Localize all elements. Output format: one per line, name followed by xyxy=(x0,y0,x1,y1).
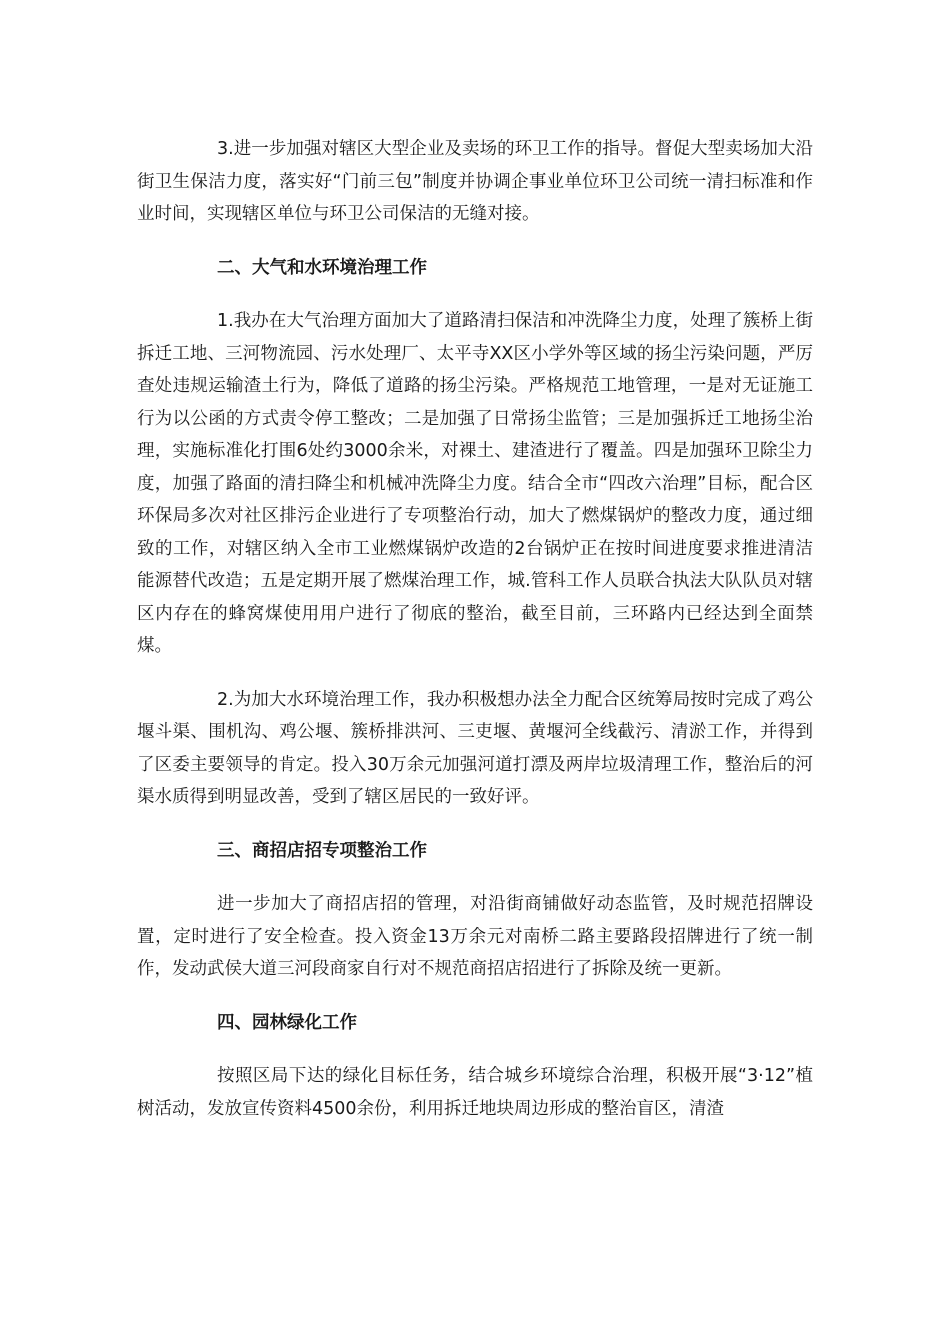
paragraph-air-governance: 1.我办在大气治理方面加大了道路清扫保洁和冲洗降尘力度，处理了簇桥上街拆迁工地、三河物流园、污水处理厂、太平寺XX区小学外等区域的扬尘污染问题，严厉查处违规运输渣土行为，降低了道路的扬尘污染。严格规范工地管理，一是对无证施工行为以公函的方式责令停工整改；二是加强了日常扬尘监管；三是加强拆迁工地扬尘治理，实施标准化打围6处约3000余米，对裸土、建渣进行了覆盖。四是加强环卫除尘力度，加强了路面的清扫降尘和机械冲洗降尘力度。结合全市“四改六治理”目标，配合区环保局多次对社区排污企业进行了专项整治行动，加大了燃煤锅炉的整改力度，通过细致的工作，对辖区纳入全市工业燃煤锅炉改造的2台锅炉正在按时间进度要求推进清洁能源替代改造；五是定期开展了燃煤治理工作，城.管科工作人员联合执法大队队员对辖区内存在的蜂窝煤使用用户进行了彻底的整治，截至目前，三环路内已经达到全面禁煤。 xyxy=(137,311,813,656)
document-body xyxy=(137,133,813,1146)
section-heading-greening: 四、园林绿化工作 xyxy=(217,1012,357,1033)
paragraph-signage: 进一步加大了商招店招的管理，对沿街商铺做好动态监管，及时规范招牌设置，定时进行了安全检查。投入资金13万余元对南桥二路主要路段招牌进行了统一制作，发动武侯大道三河段商家自行对不规范商招店招进行了拆除及统一更新。 xyxy=(137,894,813,979)
paragraph-greening: 按照区局下达的绿化目标任务，结合城乡环境综合治理，积极开展“3·12”植树活动，发放宣传资料4500余份，利用拆迁地块周边形成的整治盲区，清渣 xyxy=(137,1066,813,1119)
paragraph-water-governance: 2.为加大水环境治理工作，我办积极想办法全力配合区统筹局按时完成了鸡公堰斗渠、围机沟、鸡公堰、簇桥排洪河、三吏堰、黄堰河全线截污、清淤工作，并得到了区委主要领导的肯定。投入30万余元加强河道打漂及两岸垃圾清理工作，整治后的河渠水质得到明显改善，受到了辖区居民的一致好评。 xyxy=(137,689,813,807)
section-heading-air-water: 二、大气和水环境治理工作 xyxy=(217,257,427,278)
section-heading-signage: 三、商招店招专项整治工作 xyxy=(217,840,427,861)
paragraph-sanitation-guidance: 3.进一步加强对辖区大型企业及卖场的环卫工作的指导。督促大型卖场加大沿街卫生保洁力度，落实好“门前三包”制度并协调企事业单位环卫公司统一清扫标准和作业时间，实现辖区单位与环卫公司保洁的无缝对接。 xyxy=(137,139,813,224)
